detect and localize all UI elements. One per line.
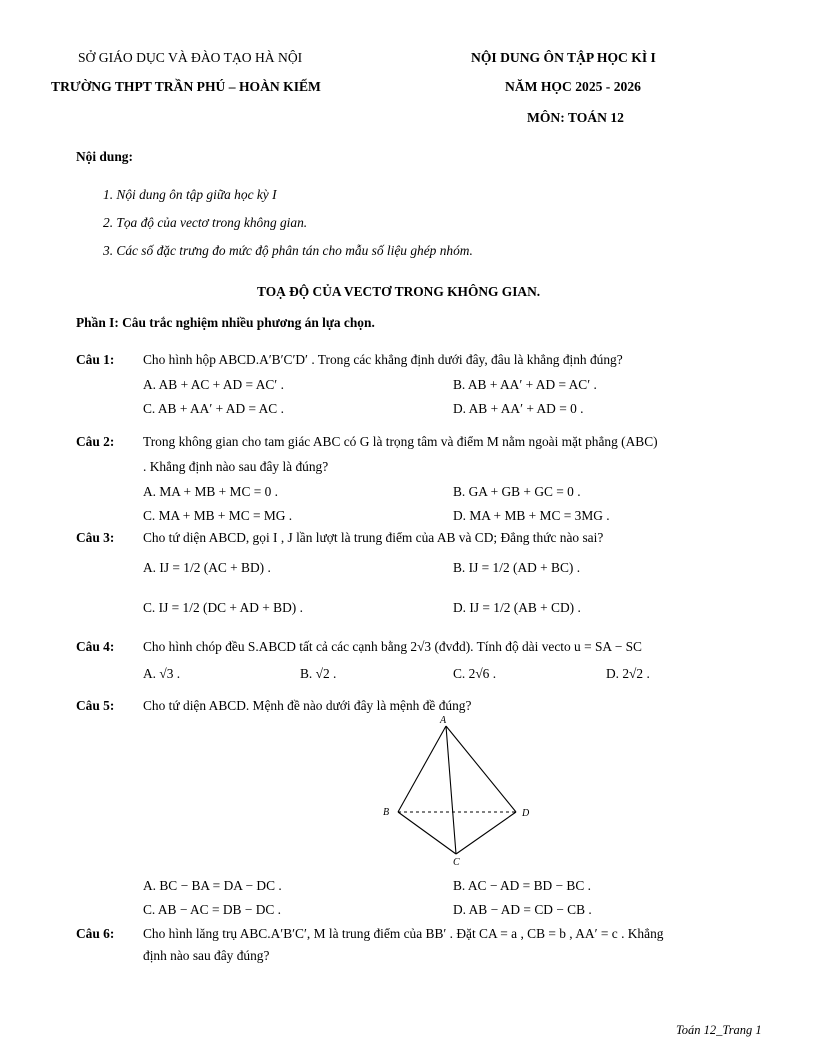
contents-item-1: 1. Nội dung ôn tập giữa học kỳ I xyxy=(103,187,277,202)
question-label: Câu 3: xyxy=(76,530,115,545)
contents-item-3: 3. Các số đặc trưng đo mức độ phân tán cho mẫu số liệu ghép nhóm. xyxy=(103,243,473,258)
question-text: Cho tứ diện ABCD, gọi I , J lần lượt là trung điểm của AB và CD; Đẳng thức nào sai? xyxy=(143,530,604,545)
option-a: A. AB + AC + AD = AC′ . xyxy=(143,377,284,392)
question-text: Cho tứ diện ABCD. Mệnh đề nào dưới đây là mệnh đề đúng? xyxy=(143,698,472,713)
option-c: C. 2√6 . xyxy=(453,666,497,681)
option-a: A. BC − BA = DA − DC . xyxy=(143,878,282,893)
option-c: C. IJ = 1/2 (DC + AD + BD) . xyxy=(143,600,303,615)
option-b: B. AB + AA′ + AD = AC′ . xyxy=(453,377,597,392)
part-title: Phần I: Câu trắc nghiệm nhiều phương án lựa chọn. xyxy=(76,315,375,330)
option-d: D. IJ = 1/2 (AB + CD) . xyxy=(453,600,581,615)
option-b: B. GA + GB + GC = 0 . xyxy=(453,484,581,499)
vertex-label-c: C xyxy=(453,857,460,868)
contents-item-2: 2. Tọa độ của vectơ trong không gian. xyxy=(103,215,308,230)
question-text: Cho hình lăng trụ ABC.A′B′C′, M là trung điểm của BB′ . Đặt CA = a , CB = b , AA′ = c . Khẳng xyxy=(143,926,664,941)
vertex-label-d: D xyxy=(522,808,530,819)
option-c: C. AB − AC = DB − DC . xyxy=(143,902,281,917)
page-footer: Toán 12_Trang 1 xyxy=(676,1023,762,1037)
option-d: D. 2√2 . xyxy=(606,666,650,681)
option-c: C. MA + MB + MC = MG . xyxy=(143,508,293,523)
question-label: Câu 4: xyxy=(76,639,115,654)
section-title: TOẠ ĐỘ CỦA VECTƠ TRONG KHÔNG GIAN. xyxy=(257,284,541,299)
subject: MÔN: TOÁN 12 xyxy=(527,110,624,125)
option-a: A. IJ = 1/2 (AC + BD) . xyxy=(143,560,271,575)
tetrahedron-figure xyxy=(376,712,546,870)
question-label: Câu 6: xyxy=(76,926,115,941)
option-b: B. IJ = 1/2 (AD + BC) . xyxy=(453,560,581,575)
option-a: A. MA + MB + MC = 0 . xyxy=(143,484,279,499)
vertex-label-a: A xyxy=(440,715,447,726)
option-d: D. AB + AA′ + AD = 0 . xyxy=(453,401,584,416)
option-c: C. AB + AA′ + AD = AC . xyxy=(143,401,284,416)
school-year: NĂM HỌC 2025 - 2026 xyxy=(505,79,641,94)
question-label: Câu 5: xyxy=(76,698,115,713)
option-b: B. AC − AD = BD − BC . xyxy=(453,878,591,893)
question-label: Câu 2: xyxy=(76,434,115,449)
question-label: Câu 1: xyxy=(76,352,115,367)
contents-heading: Nội dung: xyxy=(76,149,133,164)
department-name: SỞ GIÁO DỤC VÀ ĐÀO TẠO HÀ NỘI xyxy=(78,50,303,65)
question-text-cont: . Khẳng định nào sau đây là đúng? xyxy=(143,459,329,474)
option-a: A. √3 . xyxy=(143,666,181,681)
option-b: B. √2 . xyxy=(300,666,337,681)
question-text: Trong không gian cho tam giác ABC có G là trọng tâm và điểm M nằm ngoài mặt phẳng (ABC) xyxy=(143,434,658,449)
vertex-label-b: B xyxy=(383,807,390,818)
option-d: D. MA + MB + MC = 3MG . xyxy=(453,508,610,523)
question-text-cont: định nào sau đây đúng? xyxy=(143,948,270,963)
doc-title: NỘI DUNG ÔN TẬP HỌC KÌ I xyxy=(471,50,656,65)
option-d: D. AB − AD = CD − CB . xyxy=(453,902,592,917)
question-text: Cho hình chóp đều S.ABCD tất cả các cạnh bằng 2√3 (đvđd). Tính độ dài vecto u = SA − SC xyxy=(143,639,642,654)
school-name: TRƯỜNG THPT TRẦN PHÚ – HOÀN KIẾM xyxy=(51,79,321,94)
question-text: Cho hình hộp ABCD.A′B′C′D′ . Trong các khẳng định dưới đây, đâu là khẳng định đúng? xyxy=(143,352,623,367)
